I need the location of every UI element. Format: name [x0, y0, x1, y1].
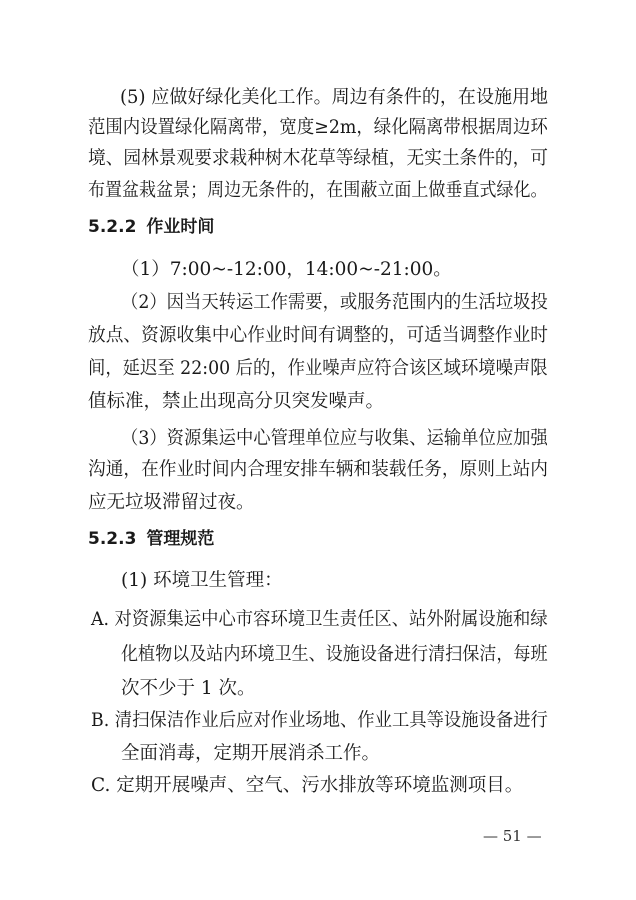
management-item-a-line-3: 次不少于 1 次。	[121, 678, 256, 699]
work-time-item-3-line-1: （3）资源集运中心管理单位应与收集、运输单位应加强	[121, 428, 548, 449]
management-item-a-line-1: A. 对资源集运中心市容环境卫生责任区、站外附属设施和绿	[91, 609, 548, 630]
section-number: 5.2.3	[88, 529, 137, 549]
section-title: 作业时间	[146, 217, 215, 237]
work-time-item-2-line-4: 值标准，禁止出现高分贝突发噪声。	[88, 391, 385, 412]
section-heading-5-2-2	[88, 216, 214, 238]
section-heading-5-2-3	[88, 528, 214, 550]
work-time-item-3-line-3: 应无垃圾滞留过夜。	[88, 492, 255, 513]
management-item-b-line-1: B. 清扫保洁作业后应对作业场地、作业工具等设施设备进行	[91, 710, 548, 731]
paragraph-5-line-3: 境、园林景观要求栽种树木花草等绿植，无实土条件的，可	[88, 148, 549, 169]
paragraph-5-line-4: 布置盆栽盆景；周边无条件的，在围蔽立面上做垂直式绿化。	[88, 180, 548, 201]
management-item-a-line-2: 化植物以及站内环境卫生、设施设备进行清扫保洁，每班	[121, 644, 548, 665]
work-time-item-2-line-3: 间，延迟至 22:00 后的，作业噪声应符合该区域环境噪声限	[88, 358, 548, 379]
section-title: 管理规范	[146, 529, 215, 549]
work-time-item-3-line-2: 沟通，在作业时间内合理安排车辆和装载任务，原则上站内	[88, 459, 549, 480]
paragraph-5-line-2: 范围内设置绿化隔离带，宽度≥2m，绿化隔离带根据周边环	[88, 117, 548, 138]
section-number: 5.2.2	[88, 217, 137, 237]
work-time-item-2-line-1: （2）因当天转运工作需要，或服务范围内的生活垃圾投	[121, 292, 548, 313]
management-item-c-line-1: C. 定期开展噪声、空气、污水排放等环境监测项目。	[91, 775, 524, 796]
work-time-item-2-line-2: 放点、资源收集中心作业时间有调整的，可适当调整作业时	[88, 325, 549, 346]
paragraph-5-line-1: (5) 应做好绿化美化工作。周边有条件的，在设施用地	[120, 87, 549, 108]
work-time-item-1: （1）7:00~-12:00，14:00~-21:00。	[121, 259, 452, 280]
management-item-1: (1) 环境卫生管理：	[121, 570, 283, 591]
management-item-b-line-2: 全面消毒，定期开展消杀工作。	[121, 743, 381, 764]
page-number: — 51 —	[483, 827, 542, 845]
